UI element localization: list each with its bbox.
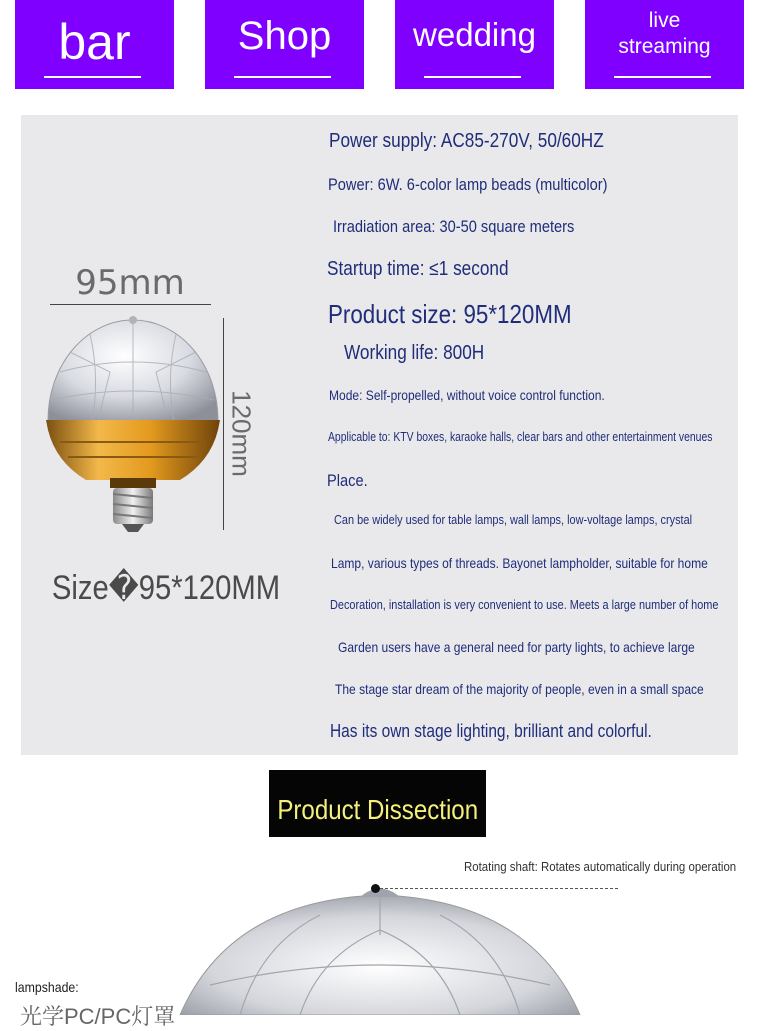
tab-wedding[interactable] xyxy=(395,0,554,89)
lampshade-material-label: 光学PC/PC灯罩 xyxy=(20,1004,176,1029)
spec-irradiation-area: Irradiation area: 30-50 square meters xyxy=(333,217,575,236)
tab-underline xyxy=(44,76,141,78)
tab-live-streaming[interactable] xyxy=(585,0,744,89)
shaft-callout-line xyxy=(380,888,618,889)
product-dissection-banner xyxy=(269,770,486,837)
spec-power-supply: Power supply: AC85-270V, 50/60HZ xyxy=(329,130,604,152)
dissection-bulb-image xyxy=(170,875,590,1015)
spec-description-1: Can be widely used for table lamps, wall lamps, low-voltage lamps, crystal xyxy=(334,512,693,527)
spec-mode: Mode: Self-propelled, without voice control function. xyxy=(329,387,605,403)
spec-description-5: The stage star dream of the majority of people, even in a small space xyxy=(335,681,704,697)
width-dimension-line xyxy=(50,304,211,305)
height-dimension-label: 120mm xyxy=(226,390,257,477)
spec-startup-time: Startup time: ≤1 second xyxy=(327,258,509,280)
tab-underline xyxy=(614,76,711,78)
spec-description-2: Lamp, various types of threads. Bayonet lampholder, suitable for home xyxy=(331,555,708,571)
spec-working-life: Working life: 800H xyxy=(344,342,485,364)
tab-bar-label: bar xyxy=(58,13,131,70)
tab-live-streaming-label: live streaming xyxy=(618,9,711,58)
product-dissection-title: Product Dissection xyxy=(277,793,478,825)
spec-applicable-to: Applicable to: KTV boxes, karaoke halls, clear bars and other entertainment venues xyxy=(328,429,713,444)
width-dimension-label: 95mm xyxy=(75,263,185,303)
rotating-shaft-label: Rotating shaft: Rotates automatically during operation xyxy=(464,859,737,874)
rotating-bulb-image xyxy=(40,312,226,536)
tab-bar[interactable] xyxy=(15,0,174,89)
spec-description-4: Garden users have a general need for party lights, to achieve large xyxy=(338,639,695,655)
tab-underline xyxy=(424,76,521,78)
size-caption: Size�95*120MM xyxy=(51,569,281,607)
spec-place: Place. xyxy=(327,471,368,490)
shaft-callout-dot xyxy=(371,884,380,893)
category-tabs xyxy=(0,0,759,90)
lampshade-label: lampshade: xyxy=(15,979,79,995)
spec-description-6: Has its own stage lighting, brilliant and colorful. xyxy=(330,721,652,741)
tab-shop-label: Shop xyxy=(237,13,332,58)
tab-shop[interactable] xyxy=(205,0,364,89)
spec-description-3: Decoration, installation is very convenient to use. Meets a large number of home xyxy=(330,597,719,612)
tab-wedding-label: wedding xyxy=(413,15,536,53)
spec-product-size: Product size: 95*120MM xyxy=(328,299,572,329)
spec-power: Power: 6W. 6-color lamp beads (multicolor) xyxy=(328,175,608,194)
tab-underline xyxy=(234,76,331,78)
